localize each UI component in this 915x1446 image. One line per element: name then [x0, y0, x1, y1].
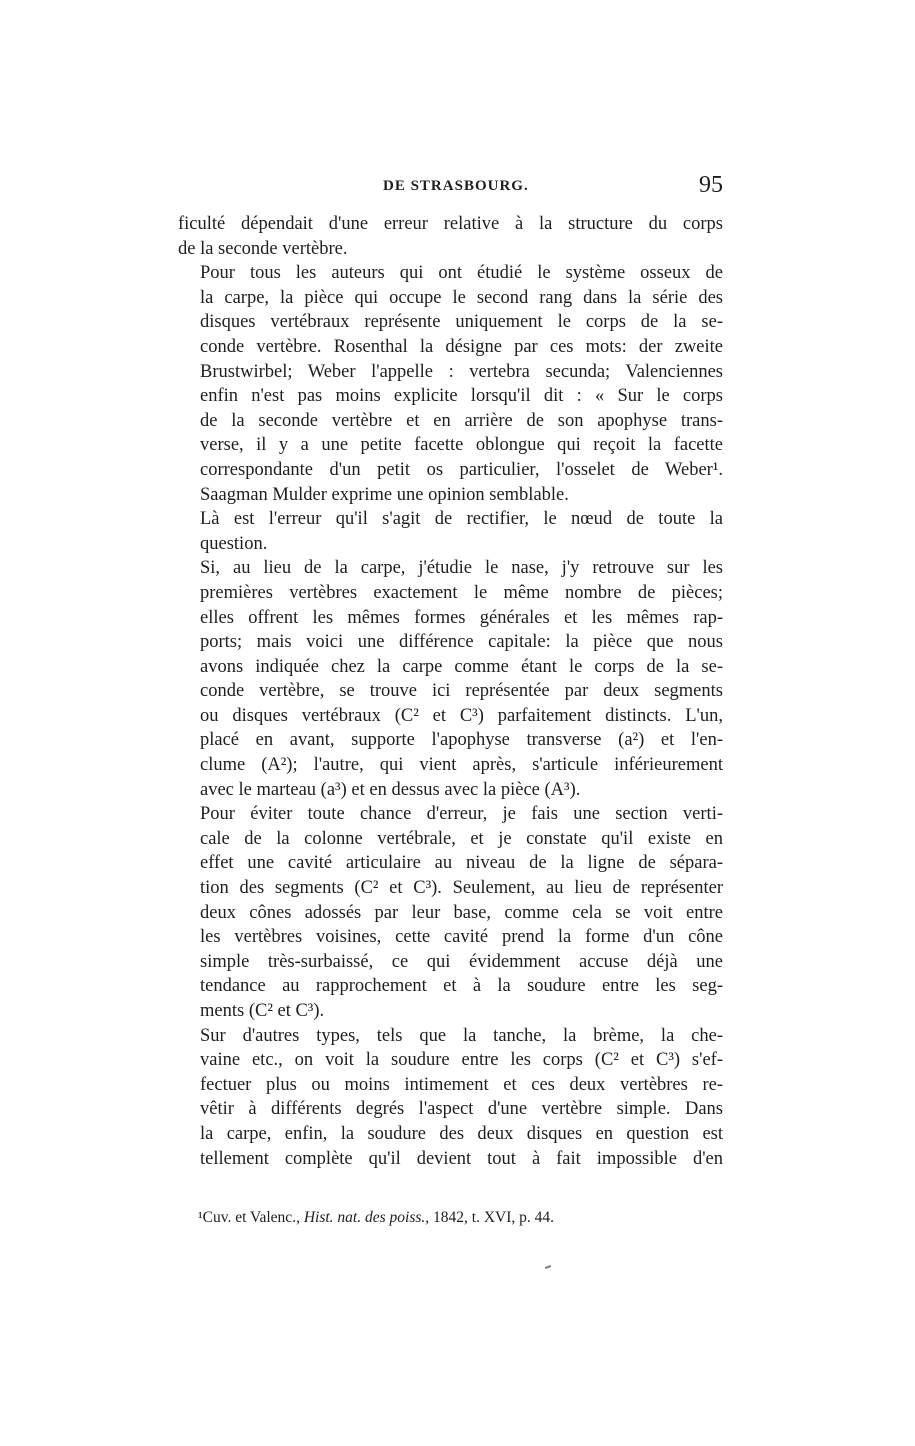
text-line: deux cônes adossés par leur base, comme cela se voit entre — [200, 902, 723, 923]
footnote — [198, 1208, 718, 1228]
text-line: Là est l'erreur qu'il s'agit de rectifier, le nœud de toute la — [200, 509, 723, 530]
text-line: enfin n'est pas moins explicite lorsqu'il dit : « Sur le corps — [200, 386, 723, 407]
text-line: simple très-surbaissé, ce qui évidemment accuse déjà une — [200, 951, 723, 972]
text-line: les vertèbres voisines, cette cavité prend la forme d'un cône — [200, 927, 723, 948]
text-line: ficulté dépendait d'une erreur relative à la structure du corps — [178, 214, 723, 234]
text-line: Pour tous les auteurs qui ont étudié le système osseux de — [200, 263, 723, 284]
page-number: 95 — [699, 172, 723, 198]
text-line: elles offrent les mêmes formes générales et les mêmes rap- — [200, 607, 723, 628]
text-line: placé en avant, supporte l'apophyse transverse (a²) et l'en- — [200, 730, 723, 751]
text-line: Saagman Mulder exprime une opinion semblable. — [200, 484, 569, 505]
text-line: de la seconde vertèbre et en arrière de son apophyse trans- — [200, 410, 723, 431]
text-line: la carpe, enfin, la soudure des deux disques en question est — [200, 1123, 723, 1144]
text-line: ports; mais voici une différence capitale: la pièce que nous — [200, 632, 723, 653]
text-line: verse, il y a une petite facette oblongue qui reçoit la facette — [200, 435, 723, 456]
paragraph-4 — [178, 556, 723, 802]
running-title: DE STRASBOURG. — [383, 178, 529, 194]
text-line: conde vertèbre, se trouve ici représentée par deux segments — [200, 681, 723, 702]
text-line: de la seconde vertèbre. — [178, 238, 348, 259]
text-line: question. — [200, 533, 268, 554]
ink-speck — [545, 1265, 551, 1269]
text-line: Brustwirbel; Weber l'appelle : vertebra secunda; Valenciennes — [200, 361, 723, 382]
footnote-details: , 1842, t. XVI, p. 44. — [425, 1209, 554, 1226]
text-line: ments (C² et C³). — [200, 1001, 325, 1021]
text-line: tion des segments (C² et C³). Seulement, au lieu de représenter — [200, 878, 723, 899]
text-line: fectuer plus ou moins intimement et ces deux vertèbres re- — [200, 1074, 723, 1095]
footnote-marker: ¹ — [198, 1209, 203, 1226]
text-line: avec le marteau (a³) et en dessus avec la pièce (A³). — [200, 779, 581, 800]
paragraph-3 — [178, 507, 723, 556]
paragraph-5 — [178, 802, 723, 1023]
text-line: avons indiquée chez la carpe comme étant le corps de la se- — [200, 656, 723, 677]
running-head — [178, 172, 723, 204]
text-line: vêtir à différents degrés l'aspect d'une vertèbre simple. Dans — [200, 1099, 723, 1120]
text-line: disques vertébraux représente uniquement le corps de la se- — [200, 312, 723, 333]
text-line: tendance au rapprochement et à la soudure entre les seg- — [200, 976, 723, 997]
body-text — [178, 212, 723, 1171]
text-line: effet une cavité articulaire au niveau de la ligne de sépara- — [200, 853, 723, 874]
text-line: cale de la colonne vertébrale, et je constate qu'il existe en — [200, 828, 723, 849]
text-line: Pour éviter toute chance d'erreur, je fais une section verti- — [200, 804, 723, 825]
text-line: correspondante d'un petit os particulier, l'osselet de Weber¹. — [200, 459, 723, 480]
text-line: tellement complète qu'il devient tout à fait impossible d'en — [200, 1148, 723, 1169]
footnote-work-title: Hist. nat. des poiss. — [303, 1209, 426, 1226]
text-line: Sur d'autres types, tels que la tanche, la brème, la che- — [200, 1025, 723, 1046]
text-line: ou disques vertébraux (C² et C³) parfaitement distincts. L'un, — [200, 705, 723, 726]
text-line: clume (A²); l'autre, qui vient après, s'articule inférieurement — [200, 755, 723, 776]
text-line: la carpe, la pièce qui occupe le second rang dans la série des — [200, 287, 723, 308]
text-line: vaine etc., on voit la soudure entre les corps (C² et C³) s'ef- — [200, 1050, 723, 1071]
text-line: conde vertèbre. Rosenthal la désigne par ces mots: der zweite — [200, 336, 723, 357]
footnote-authors: Cuv. et Valenc., — [202, 1209, 304, 1226]
paragraph-2 — [178, 261, 723, 507]
paragraph-1 — [178, 212, 723, 261]
text-line: Si, au lieu de la carpe, j'étudie le nase, j'y retrouve sur les — [200, 558, 723, 579]
paragraph-6 — [178, 1024, 723, 1172]
text-line: premières vertèbres exactement le même nombre de pièces; — [200, 582, 723, 603]
